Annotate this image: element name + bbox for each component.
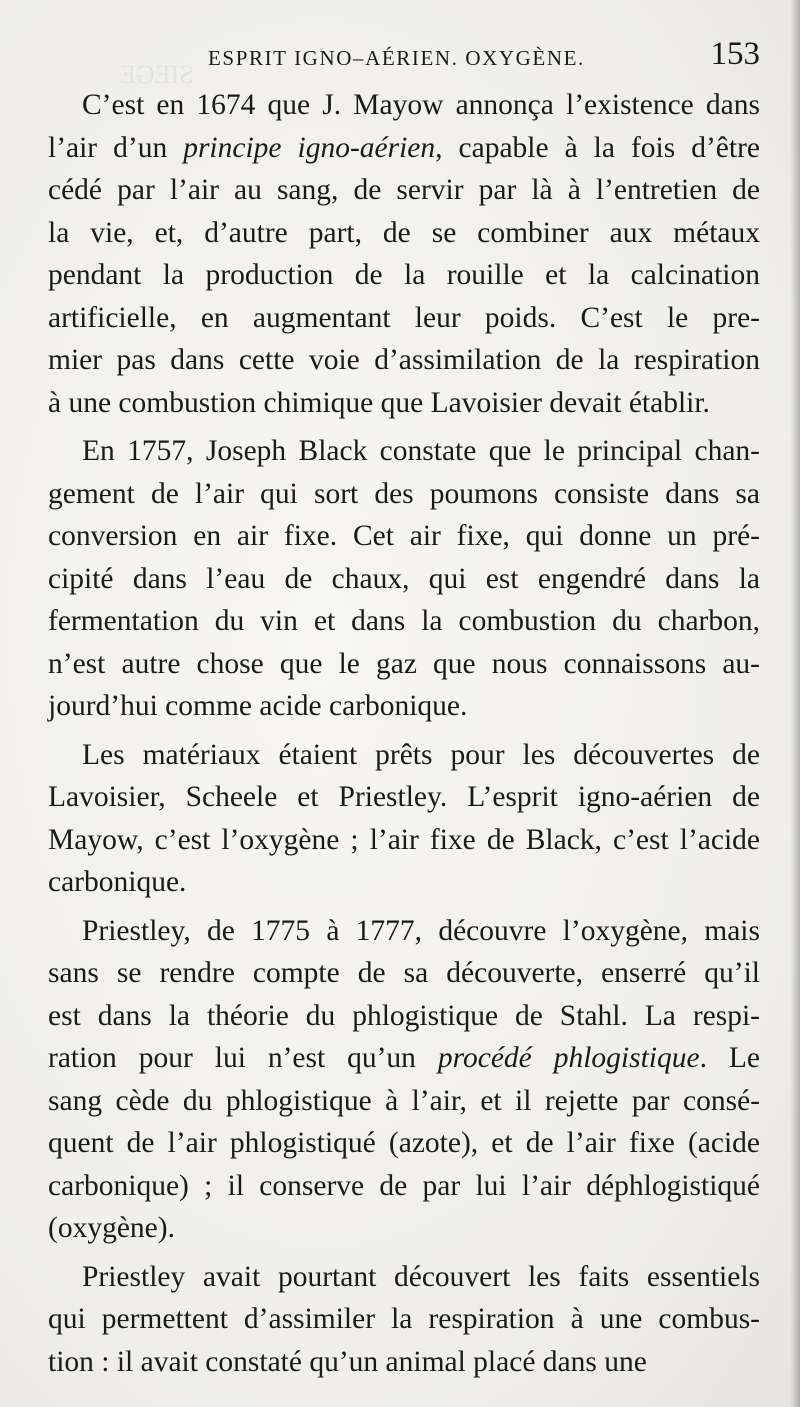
text-line: carbonique) ; il conserve de par lui l’air déphlogistiqué bbox=[48, 1169, 760, 1202]
text-line: qui permettent d’assimiler la respiration à une combus- bbox=[48, 1303, 760, 1335]
text-line: Les matériaux étaient prêts pour les découvertes de bbox=[82, 738, 760, 771]
text-line: à une combustion chimique que Lavoisier devait établir. bbox=[48, 386, 710, 419]
text-run: , capable à la fois d’être bbox=[435, 131, 760, 164]
page-number: 153 bbox=[710, 36, 760, 72]
page-edge-shadow bbox=[790, 0, 800, 1407]
paragraph bbox=[48, 734, 760, 904]
text-line: conversion en air fixe. Cet air fixe, qui donne un pré- bbox=[48, 520, 760, 552]
paragraph bbox=[48, 430, 760, 728]
text-line: quent de l’air phlogistiqué (azote), et de l’air fixe (acide bbox=[48, 1127, 760, 1159]
text-line: carbonique. bbox=[48, 866, 187, 898]
text-line: gement de l’air qui sort des poumons consiste dans sa bbox=[48, 477, 760, 510]
paragraph bbox=[48, 1256, 760, 1384]
text-line: est dans la théorie du phlogistique de Stahl. La respi- bbox=[48, 999, 760, 1032]
text-line: pendant la production de la rouille et la calcination bbox=[48, 259, 760, 291]
page-body bbox=[48, 84, 760, 1383]
italic-term: principe igno-aérien bbox=[183, 131, 436, 164]
text-line: fermentation du vin et dans la combustion du charbon, bbox=[48, 605, 760, 637]
text-line: cipité dans l’eau de chaux, qui est engendré dans la bbox=[48, 562, 760, 595]
show-through-text: SIEGE bbox=[120, 60, 194, 89]
text-line: Priestley avait pourtant découvert les faits essentiels bbox=[82, 1260, 760, 1293]
paragraph bbox=[48, 84, 760, 424]
text-run: ration pour lui n’est qu’un bbox=[48, 1042, 438, 1074]
text-line: sang cède du phlogistique à l’air, et il rejette par consé- bbox=[48, 1084, 760, 1117]
text-line: mier pas dans cette voie d’assimilation de la respiration bbox=[48, 344, 760, 376]
running-header bbox=[48, 34, 760, 74]
text-line: En 1757, Joseph Black constate que le principal chan- bbox=[82, 435, 760, 467]
text-line: la vie, et, d’autre part, de se combiner aux métaux bbox=[48, 216, 760, 249]
text-line: Mayow, c’est l’oxygène ; l’air fixe de Black, c’est l’acide bbox=[48, 823, 760, 856]
text-line: tion : il avait constaté qu’un animal placé dans une bbox=[48, 1345, 647, 1378]
text-line: sans se rendre compte de sa découverte, enserré qu’il bbox=[48, 957, 760, 989]
text-line: (oxygène). bbox=[48, 1212, 175, 1244]
text-line: jourd’hui comme acide carbonique. bbox=[48, 690, 468, 722]
italic-term: procédé phlogistique bbox=[437, 1042, 700, 1074]
text-run: . Le bbox=[699, 1042, 760, 1074]
text-run: l’air d’un bbox=[48, 131, 184, 164]
running-title: ESPRIT IGNO–AÉRIEN. OXYGÈNE. bbox=[208, 46, 585, 70]
text-line: Lavoisier, Scheele et Priestley. L’esprit igno-aérien de bbox=[48, 781, 760, 813]
text-line: artificielle, en augmentant leur poids. C’est le pre- bbox=[48, 301, 760, 334]
text-line: cédé par l’air au sang, de servir par là à l’entretien de bbox=[48, 174, 760, 206]
paragraph bbox=[48, 910, 760, 1250]
text-line: n’est autre chose que le gaz que nous connaissons au- bbox=[48, 647, 760, 680]
text-line bbox=[48, 1037, 760, 1080]
text-line: C’est en 1674 que J. Mayow annonça l’existence dans bbox=[82, 89, 760, 121]
text-line bbox=[48, 127, 760, 170]
text-line: Priestley, de 1775 à 1777, découvre l’oxygène, mais bbox=[82, 914, 760, 947]
